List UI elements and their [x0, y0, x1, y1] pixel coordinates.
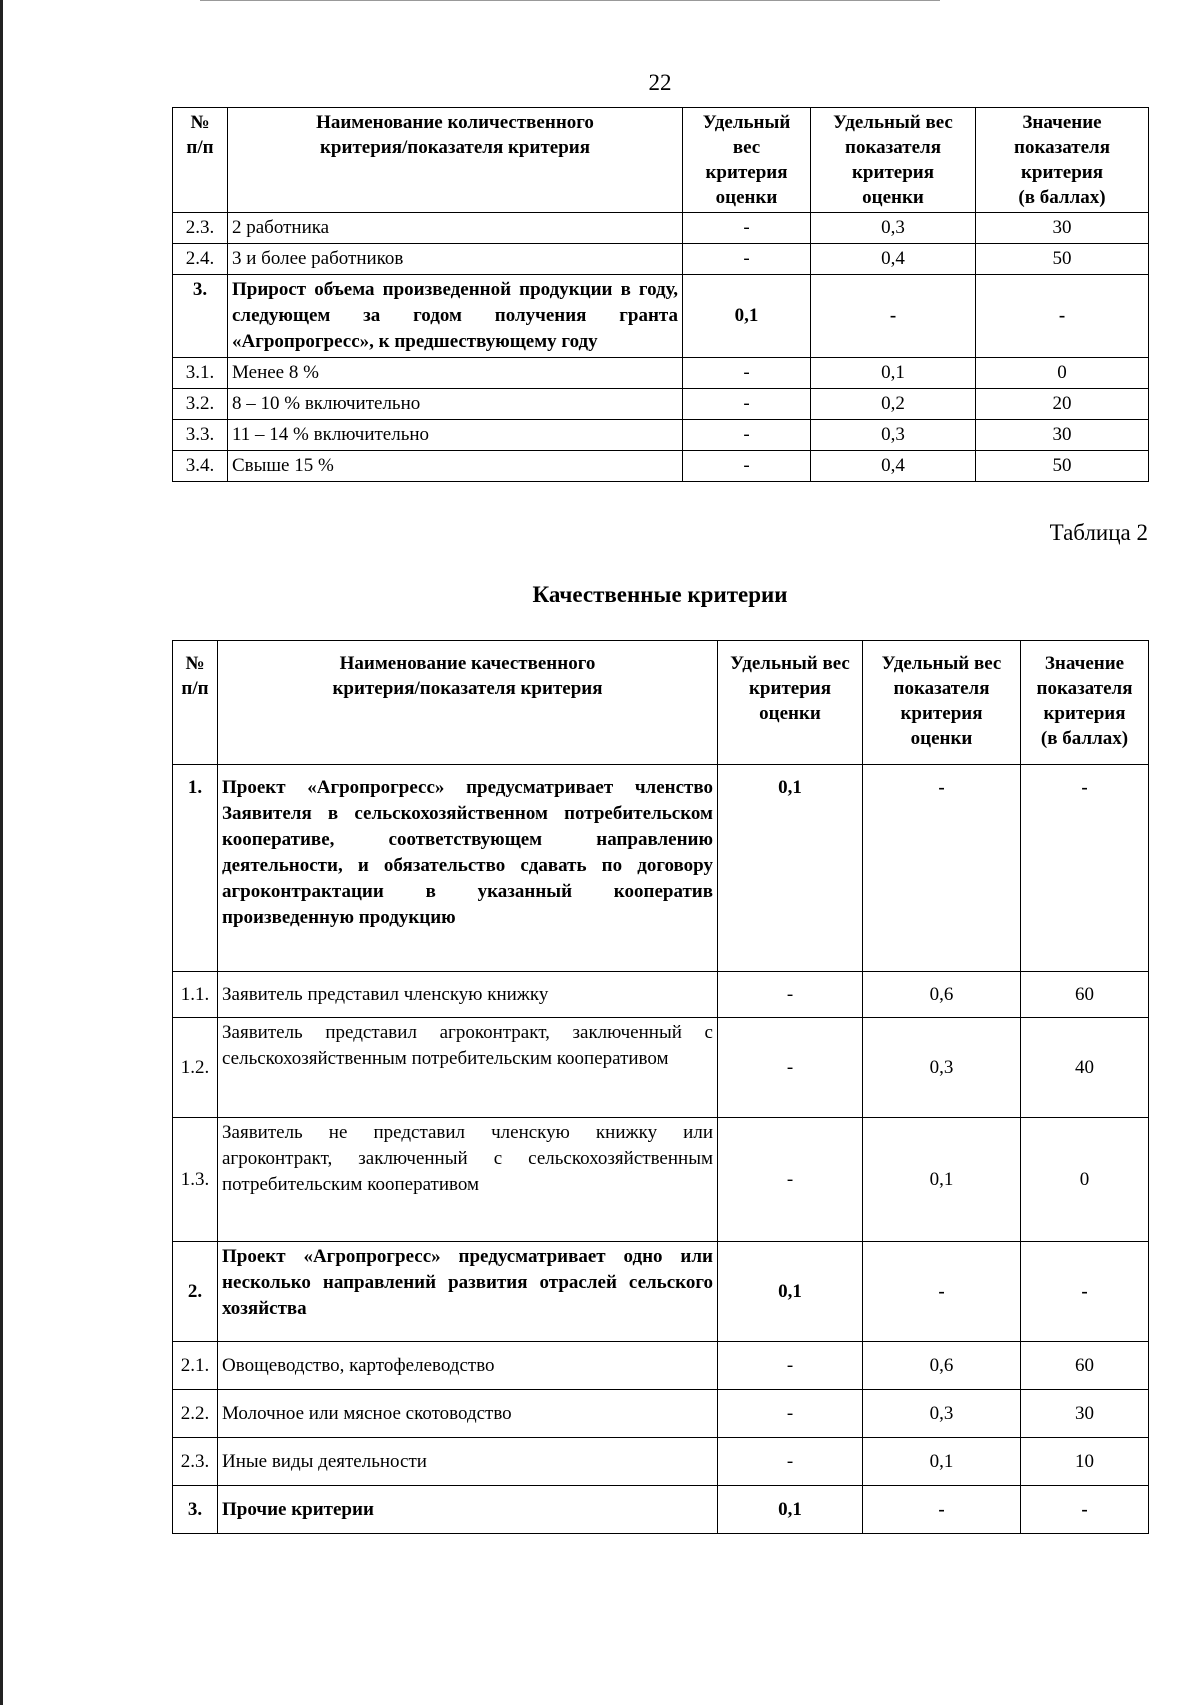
row-num: 1.1. — [173, 972, 218, 1018]
row-num: 3. — [173, 275, 228, 358]
table-row — [173, 1018, 1149, 1118]
table-row — [173, 765, 1149, 972]
row-indicator-weight: - — [863, 765, 1021, 972]
row-indicator-weight: 0,4 — [811, 244, 976, 275]
row-indicator-weight: 0,3 — [863, 1390, 1021, 1438]
row-name: Проект «Агропрогресс» предусматривает членство Заявителя в сельскохозяйственном потребительском кооперативе, соответствующем направлению деятельности, и обязательство сдавать по договору агроконтрактации в указанный кооператив произведенную продукцию — [218, 765, 718, 972]
scan-edge — [0, 0, 3, 1705]
row-score: 40 — [1021, 1018, 1149, 1118]
row-num: 2.4. — [173, 244, 228, 275]
row-name: 2 работника — [228, 213, 683, 244]
row-score: 60 — [1021, 1342, 1149, 1390]
row-name: Свыше 15 % — [228, 451, 683, 482]
row-weight: - — [683, 451, 811, 482]
row-weight: 0,1 — [718, 765, 863, 972]
table-row — [173, 1242, 1149, 1342]
table-row — [173, 213, 1149, 244]
row-indicator-weight: 0,1 — [811, 358, 976, 389]
row-weight: - — [683, 420, 811, 451]
table-row — [173, 1342, 1149, 1390]
table-row — [173, 1390, 1149, 1438]
row-indicator-weight: 0,3 — [811, 420, 976, 451]
row-weight: - — [718, 1018, 863, 1118]
row-indicator-weight: 0,3 — [863, 1018, 1021, 1118]
row-score: 50 — [976, 244, 1149, 275]
row-score: - — [1021, 1486, 1149, 1534]
table-row — [173, 358, 1149, 389]
row-weight: - — [683, 358, 811, 389]
row-indicator-weight: - — [811, 275, 976, 358]
table-row — [173, 389, 1149, 420]
row-score: - — [1021, 1242, 1149, 1342]
table-row — [173, 972, 1149, 1018]
header-num: № п/п — [173, 108, 228, 213]
row-num: 3.3. — [173, 420, 228, 451]
row-num: 3.1. — [173, 358, 228, 389]
row-indicator-weight: 0,2 — [811, 389, 976, 420]
row-num: 2.2. — [173, 1390, 218, 1438]
row-name: Овощеводство, картофелеводство — [218, 1342, 718, 1390]
row-name: Менее 8 % — [228, 358, 683, 389]
quantitative-criteria-table — [172, 107, 1149, 482]
row-score: 30 — [976, 213, 1149, 244]
row-name: Заявитель представил агроконтракт, заключенный с сельскохозяйственным потребительским кооперативом — [218, 1018, 718, 1118]
row-weight: - — [718, 1390, 863, 1438]
row-score: - — [976, 275, 1149, 358]
page-number: 22 — [648, 70, 672, 95]
row-name: Молочное или мясное скотоводство — [218, 1390, 718, 1438]
table-row — [173, 451, 1149, 482]
row-num: 2.1. — [173, 1342, 218, 1390]
row-num: 3.4. — [173, 451, 228, 482]
row-weight: - — [683, 244, 811, 275]
row-num: 1.3. — [173, 1118, 218, 1242]
table-header-row — [173, 641, 1149, 765]
row-score: - — [1021, 765, 1149, 972]
header-indicator-weight: Удельный вес показателя критерия оценки — [863, 641, 1021, 765]
row-name: Проект «Агропрогресс» предусматривает одно или несколько направлений развития отраслей сельского хозяйства — [218, 1242, 718, 1342]
qualitative-criteria-table — [172, 640, 1149, 1534]
table-row — [173, 244, 1149, 275]
row-name: Заявитель не представил членскую книжку или агроконтракт, заключенный с сельскохозяйственным потребительским кооперативом — [218, 1118, 718, 1242]
table-row — [173, 275, 1149, 358]
row-weight: - — [718, 1342, 863, 1390]
row-num: 3. — [173, 1486, 218, 1534]
header-score: Значение показателя критерия (в баллах) — [976, 108, 1149, 213]
scan-top-rule — [200, 0, 940, 1]
row-num: 2. — [173, 1242, 218, 1342]
row-score: 0 — [1021, 1118, 1149, 1242]
table-row — [173, 1118, 1149, 1242]
row-name: Заявитель представил членскую книжку — [218, 972, 718, 1018]
row-score: 30 — [1021, 1390, 1149, 1438]
table-row — [173, 1438, 1149, 1486]
row-indicator-weight: 0,6 — [863, 972, 1021, 1018]
row-score: 60 — [1021, 972, 1149, 1018]
row-weight: - — [718, 972, 863, 1018]
row-weight: - — [683, 213, 811, 244]
row-indicator-weight: - — [863, 1242, 1021, 1342]
row-score: 10 — [1021, 1438, 1149, 1486]
row-weight: 0,1 — [683, 275, 811, 358]
row-indicator-weight: 0,3 — [811, 213, 976, 244]
header-score: Значение показателя критерия (в баллах) — [1021, 641, 1149, 765]
row-num: 1.2. — [173, 1018, 218, 1118]
row-weight: - — [683, 389, 811, 420]
row-score: 0 — [976, 358, 1149, 389]
row-score: 20 — [976, 389, 1149, 420]
header-indicator-weight: Удельный вес показателя критерия оценки — [811, 108, 976, 213]
row-name: 3 и более работников — [228, 244, 683, 275]
row-name: 8 – 10 % включительно — [228, 389, 683, 420]
row-score: 30 — [976, 420, 1149, 451]
header-name: Наименование качественного критерия/показателя критерия — [218, 641, 718, 765]
row-num: 1. — [173, 765, 218, 972]
row-indicator-weight: 0,1 — [863, 1438, 1021, 1486]
row-name: Прирост объема произведенной продукции в году, следующем за годом получения гранта «Агропрогресс», к предшествующему году — [228, 275, 683, 358]
row-num: 2.3. — [173, 213, 228, 244]
table-header-row — [173, 108, 1149, 213]
table-row — [173, 1486, 1149, 1534]
header-weight: Удельный вес критерия оценки — [683, 108, 811, 213]
row-num: 3.2. — [173, 389, 228, 420]
header-weight: Удельный вес критерия оценки — [718, 641, 863, 765]
row-indicator-weight: 0,4 — [811, 451, 976, 482]
row-weight: - — [718, 1438, 863, 1486]
row-indicator-weight: 0,1 — [863, 1118, 1021, 1242]
row-indicator-weight: - — [863, 1486, 1021, 1534]
row-weight: - — [718, 1118, 863, 1242]
row-name: Прочие критерии — [218, 1486, 718, 1534]
header-name: Наименование количественного критерия/показателя критерия — [228, 108, 683, 213]
row-weight: 0,1 — [718, 1242, 863, 1342]
table-title: Качественные критерии — [532, 582, 788, 607]
row-name: Иные виды деятельности — [218, 1438, 718, 1486]
row-num: 2.3. — [173, 1438, 218, 1486]
row-indicator-weight: 0,6 — [863, 1342, 1021, 1390]
table-label: Таблица 2 — [1049, 520, 1148, 545]
header-num: № п/п — [173, 641, 218, 765]
row-weight: 0,1 — [718, 1486, 863, 1534]
table-row — [173, 420, 1149, 451]
row-score: 50 — [976, 451, 1149, 482]
row-name: 11 – 14 % включительно — [228, 420, 683, 451]
